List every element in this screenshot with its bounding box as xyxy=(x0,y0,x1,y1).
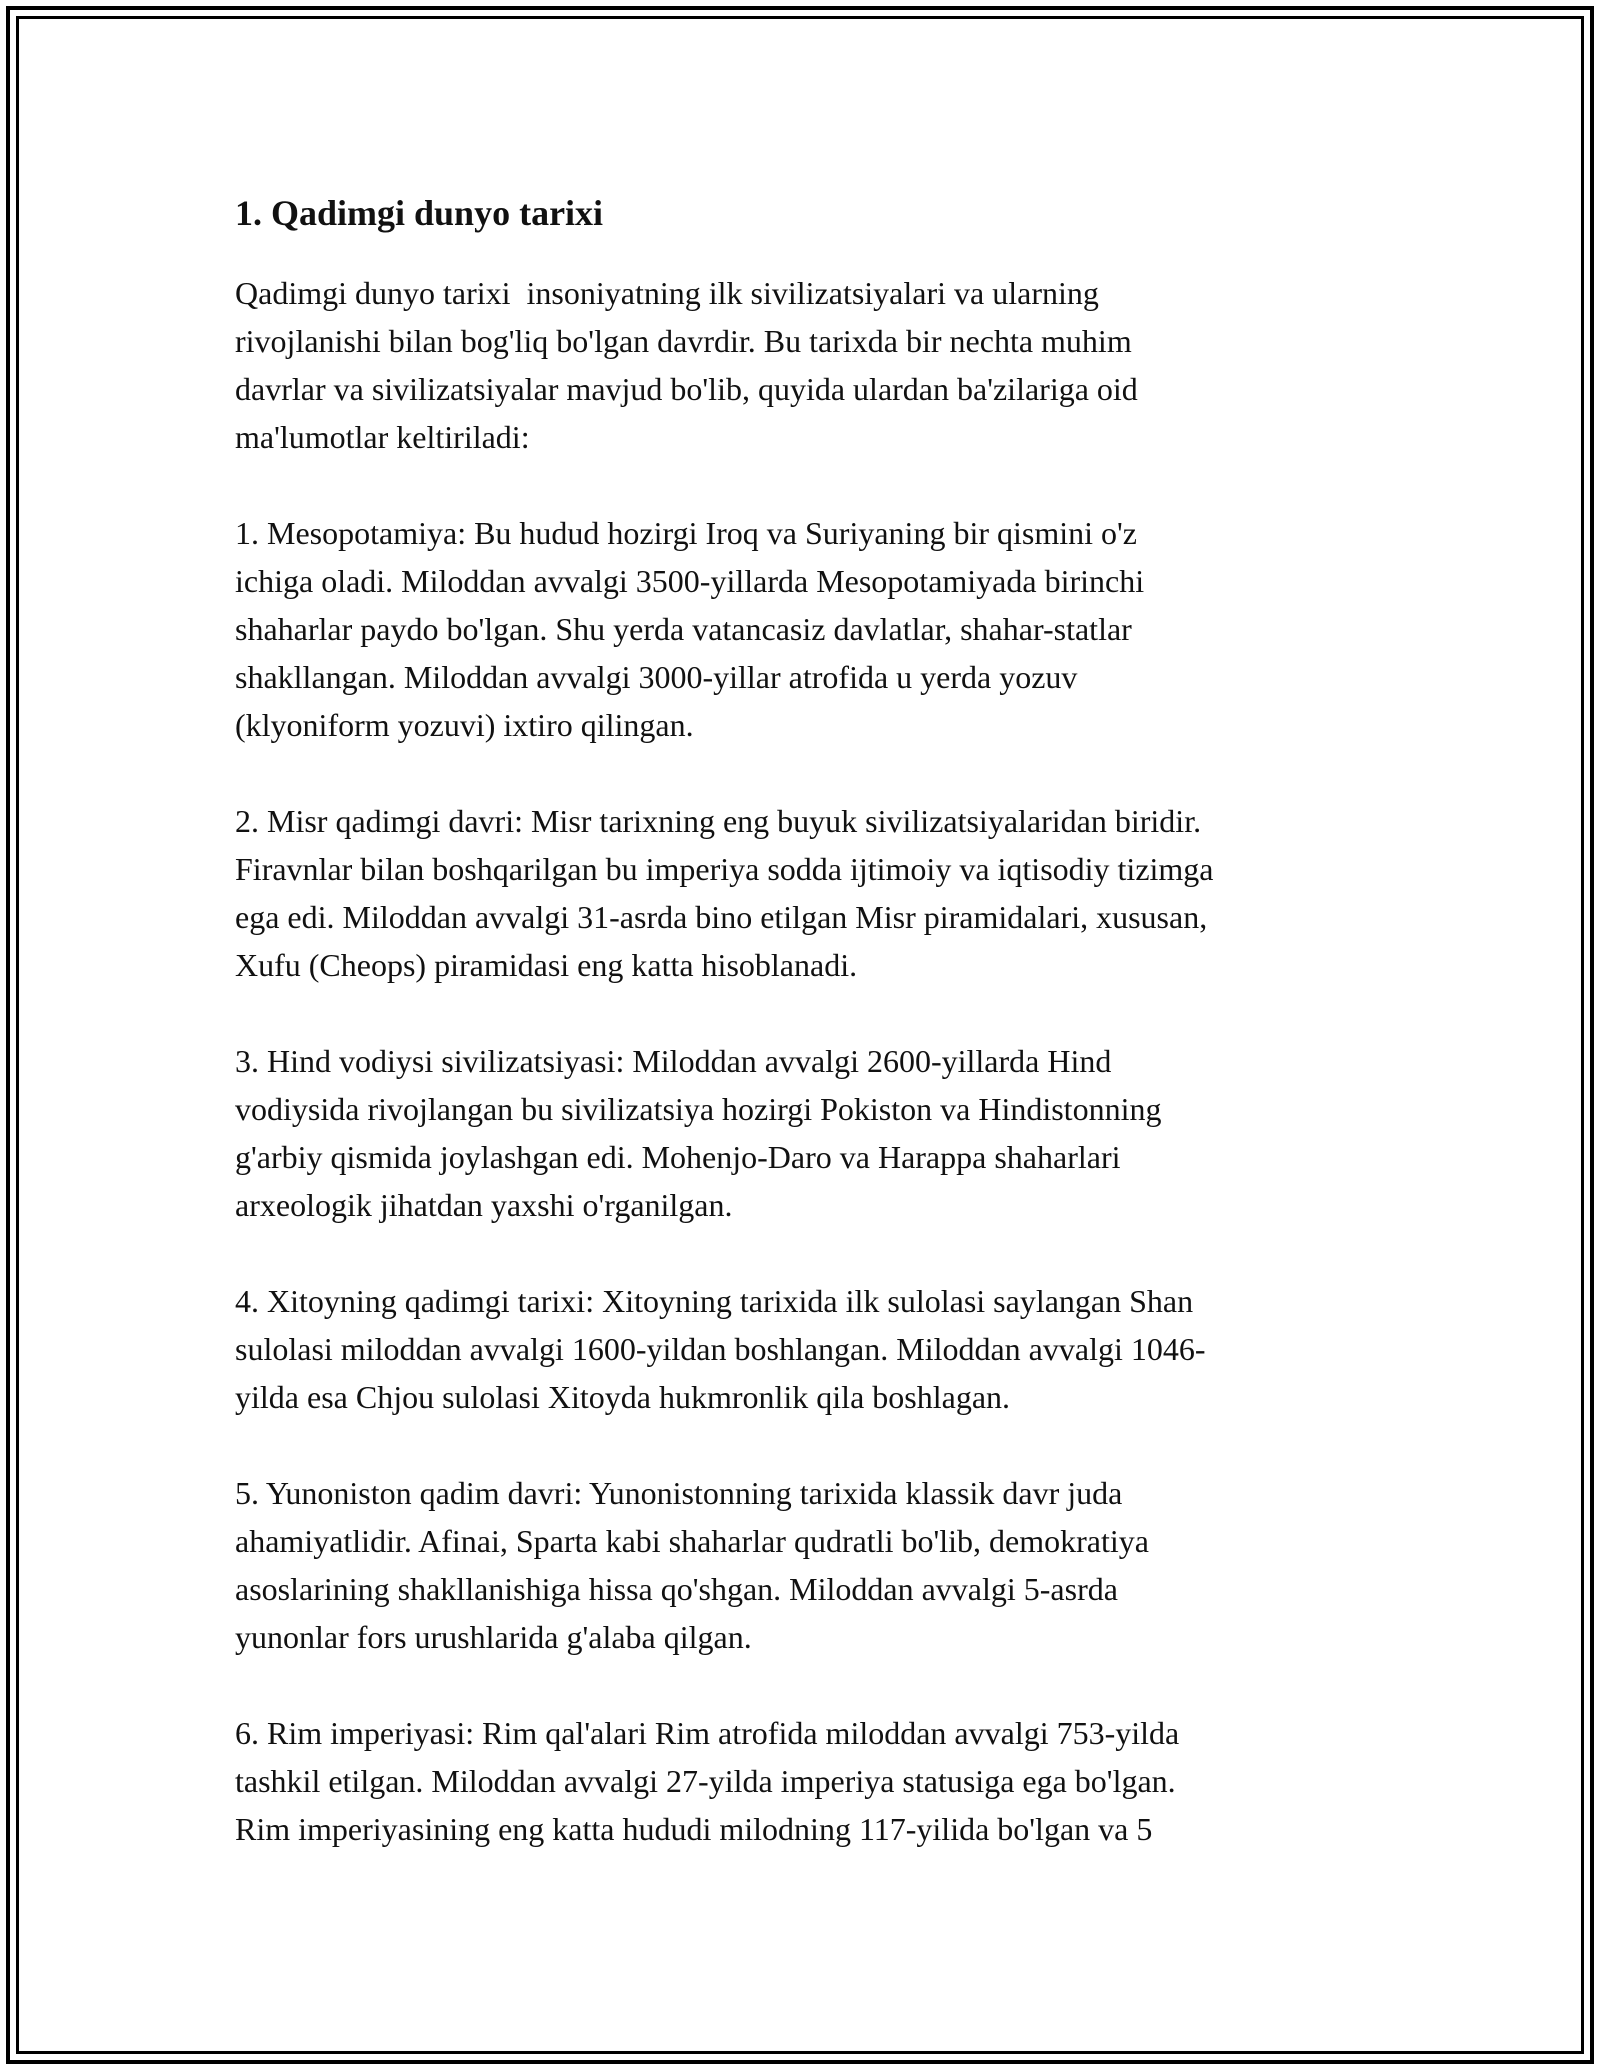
paragraph-xitoy: 4. Xitoyning qadimgi tarixi: Xitoyning tarixida ilk sulolasi saylangan Shan sulolasi miloddan avvalgi 1600-yildan boshlangan. Miloddan avvalgi 1046- yilda esa Chjou sulolasi Xitoyda hukmronlik qila boshlagan. xyxy=(235,1283,1206,1415)
paragraph-hind-vodiysi: 3. Hind vodiysi sivilizatsiyasi: Miloddan avvalgi 2600-yillarda Hind vodiysida rivojlangan bu sivilizatsiya hozirgi Pokiston va Hindistonning g'arbiy qismida joylashgan edi. Mohenjo-Daro va Harappa shaharlari arxeologik jihatdan yaxshi o'rganilgan. xyxy=(235,1043,1162,1223)
paragraph-misr: 2. Misr qadimgi davri: Misr tarixning eng buyuk sivilizatsiyalaridan biridir. Firavnlar bilan boshqarilgan bu imperiya sodda ijtimoiy va iqtisodiy tizimga ega edi. Miloddan avvalgi 31-asrda bino etilgan Misr piramidalari, xususan, Xufu (Cheops) piramidasi eng katta hisoblanadi. xyxy=(235,803,1214,983)
paragraph-yunoniston: 5. Yunoniston qadim davri: Yunonistonning tarixida klassik davr juda ahamiyatlidir. Afinai, Sparta kabi shaharlar qudratli bo'lib, demokratiya asoslarining shakllanishiga hissa qo'shgan. Miloddan avvalgi 5-asrda yunonlar fors urushlarida g'alaba qilgan. xyxy=(235,1475,1149,1655)
paragraph-intro: Qadimgi dunyo tarixi insoniyatning ilk sivilizatsiyalari va ularning rivojlanishi bilan bog'liq bo'lgan davrdir. Bu tarixda bir nechta muhim davrlar va sivilizatsiyalar mavjud bo'lib, quyida ulardan ba'zilariga oid ma'lumotlar keltiriladi: xyxy=(235,275,1138,455)
document-body xyxy=(235,188,1375,1901)
paragraph-rim: 6. Rim imperiyasi: Rim qal'alari Rim atrofida miloddan avvalgi 753-yilda tashkil etilgan. Miloddan avvalgi 27-yilda imperiya statusiga ega bo'lgan. Rim imperiyasining eng katta hududi milodning 117-yilida bo'lgan va 5 xyxy=(235,1715,1180,1847)
document-title: 1. Qadimgi dunyo tarixi xyxy=(235,193,604,233)
paragraph-mesopotamiya: 1. Mesopotamiya: Bu hudud hozirgi Iroq va Suriyaning bir qismini o'z ichiga oladi. Miloddan avvalgi 3500-yillarda Mesopotamiyada birinchi shaharlar paydo bo'lgan. Shu yerda vatancasiz davlatlar, shahar-statlar shakllangan. Miloddan avvalgi 3000-yillar atrofida u yerda yozuv (klyoniform yozuvi) ixtiro qilingan. xyxy=(235,515,1145,743)
